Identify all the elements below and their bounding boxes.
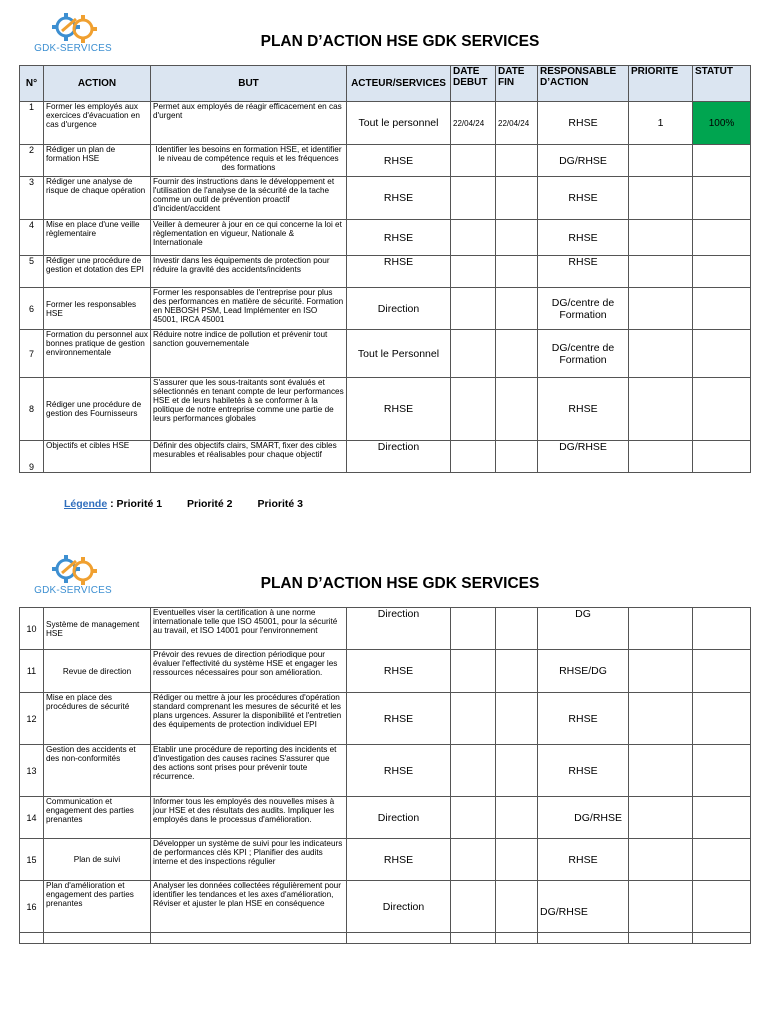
row-date-debut bbox=[451, 839, 496, 881]
row-date-fin bbox=[496, 288, 538, 330]
header-row bbox=[20, 66, 751, 102]
row-but: Informer tous les employés des nouvelles mises à jour HSE et des résultats des audits. Impliquer les employés dans le processus d'amélioration. bbox=[151, 797, 347, 839]
row-but: Identifier les besoins en formation HSE, et identifier le niveau de compétence requis et les fréquences des formations bbox=[151, 145, 347, 177]
row-action: Rédiger une procédure de gestion des Fournisseurs bbox=[44, 378, 151, 441]
row-num: 9 bbox=[20, 441, 44, 473]
table-row bbox=[20, 608, 751, 650]
row-acteur: RHSE bbox=[347, 145, 451, 177]
row-responsable: DG/centre de Formation bbox=[538, 330, 629, 378]
row-priorite bbox=[629, 441, 693, 473]
row-date-debut bbox=[451, 288, 496, 330]
row-action: Objectifs et cibles HSE bbox=[44, 441, 151, 473]
row-statut bbox=[693, 745, 751, 797]
row-responsable: RHSE bbox=[538, 177, 629, 220]
row-date-debut bbox=[451, 378, 496, 441]
row-priorite: 1 bbox=[629, 102, 693, 145]
row-date-fin bbox=[496, 608, 538, 650]
row-statut bbox=[693, 288, 751, 330]
row-action bbox=[44, 933, 151, 944]
row-but: Développer un système de suivi pour les indicateurs de performances clés KPI ; Planifier des audits interne et des inspections régulier bbox=[151, 839, 347, 881]
row-but: Analyser les données collectées régulièrement pour identifier les tendances et les axes d'amélioration, Réviser et ajuster le plan HSE en conséquence bbox=[151, 881, 347, 933]
row-action: Former les responsables HSE bbox=[44, 288, 151, 330]
row-date-fin: 22/04/24 bbox=[496, 102, 538, 145]
action-plan-table bbox=[19, 607, 751, 944]
row-priorite bbox=[629, 378, 693, 441]
legend-priority-1: Priorité 1 bbox=[116, 498, 163, 510]
row-statut bbox=[693, 220, 751, 256]
row-num: 11 bbox=[20, 650, 44, 693]
priority-legend bbox=[64, 498, 303, 510]
row-date-debut bbox=[451, 177, 496, 220]
table-row bbox=[20, 145, 751, 177]
table-row bbox=[20, 797, 751, 839]
row-date-debut bbox=[451, 650, 496, 693]
row-num: 16 bbox=[20, 881, 44, 933]
row-date-fin bbox=[496, 839, 538, 881]
row-num: 13 bbox=[20, 745, 44, 797]
row-statut bbox=[693, 256, 751, 288]
status-badge: 100% bbox=[693, 102, 751, 145]
table-row bbox=[20, 693, 751, 745]
header-date-debut: DATE DEBUT bbox=[451, 66, 496, 102]
row-action: Communication et engagement des parties prenantes bbox=[44, 797, 151, 839]
row-priorite bbox=[629, 608, 693, 650]
row-but: Rédiger ou mettre à jour les procédures d'opération standard comprenant les mesures de sécurité et les plans urgences. Assurer la disponibilité et l'entretien des équipements de protection individuel EPI bbox=[151, 693, 347, 745]
table-row bbox=[20, 441, 751, 473]
row-date-debut bbox=[451, 330, 496, 378]
row-statut bbox=[693, 608, 751, 650]
row-action: Système de management HSE bbox=[44, 608, 151, 650]
row-action: Plan d'amélioration et engagement des parties prenantes bbox=[44, 881, 151, 933]
row-acteur: Tout le Personnel bbox=[347, 330, 451, 378]
row-responsable: DG/centre de Formation bbox=[538, 288, 629, 330]
row-statut bbox=[693, 650, 751, 693]
row-date-fin bbox=[496, 933, 538, 944]
logo-caption: GDK-SERVICES bbox=[34, 585, 112, 596]
row-priorite bbox=[629, 288, 693, 330]
row-date-fin bbox=[496, 797, 538, 839]
row-responsable: RHSE bbox=[538, 745, 629, 797]
row-num: 6 bbox=[20, 288, 44, 330]
row-date-fin bbox=[496, 330, 538, 378]
row-num: 12 bbox=[20, 693, 44, 745]
row-responsable: DG/RHSE bbox=[538, 881, 629, 933]
row-but: Permet aux employés de réagir efficacement en cas d'urgent bbox=[151, 102, 347, 145]
row-statut bbox=[693, 330, 751, 378]
header-statut: STATUT bbox=[693, 66, 751, 102]
row-date-fin bbox=[496, 693, 538, 745]
row-statut bbox=[693, 933, 751, 944]
table-row bbox=[20, 330, 751, 378]
row-date-fin bbox=[496, 745, 538, 797]
row-statut bbox=[693, 145, 751, 177]
header-but: BUT bbox=[151, 66, 347, 102]
row-priorite bbox=[629, 650, 693, 693]
row-acteur: RHSE bbox=[347, 745, 451, 797]
row-date-debut bbox=[451, 220, 496, 256]
row-acteur: Direction bbox=[347, 608, 451, 650]
row-num bbox=[20, 933, 44, 944]
legend-separator: : bbox=[107, 498, 117, 510]
row-acteur: RHSE bbox=[347, 650, 451, 693]
row-acteur: Direction bbox=[347, 797, 451, 839]
row-num: 10 bbox=[20, 608, 44, 650]
row-date-debut bbox=[451, 256, 496, 288]
row-priorite bbox=[629, 145, 693, 177]
gear-logo-icon bbox=[28, 10, 118, 44]
row-acteur bbox=[347, 933, 451, 944]
table-row bbox=[20, 745, 751, 797]
table-row bbox=[20, 177, 751, 220]
company-logo bbox=[28, 10, 118, 56]
page-title: PLAN D’ACTION HSE GDK SERVICES bbox=[260, 575, 540, 592]
row-date-debut bbox=[451, 145, 496, 177]
row-date-fin bbox=[496, 441, 538, 473]
legend-label: Légende bbox=[64, 498, 108, 510]
row-but: Prévoir des revues de direction périodique pour évaluer l'effectivité du système HSE et engager les ressources nécessaires pour son amélioration. bbox=[151, 650, 347, 693]
row-statut bbox=[693, 441, 751, 473]
row-action: Formation du personnel aux bonnes pratique de gestion environnementale bbox=[44, 330, 151, 378]
row-action: Rédiger une procédure de gestion et dotation des EPI bbox=[44, 256, 151, 288]
row-action: Rédiger une analyse de risque de chaque opération bbox=[44, 177, 151, 220]
table-row bbox=[20, 102, 751, 145]
row-but: Veiller à demeurer à jour en ce qui concerne la loi et règlementation en vigueur, Nationale & Internationale bbox=[151, 220, 347, 256]
header-responsable: RESPONSABLE D’ACTION bbox=[538, 66, 629, 102]
row-date-fin bbox=[496, 177, 538, 220]
row-responsable: RHSE/DG bbox=[538, 650, 629, 693]
table-row bbox=[20, 256, 751, 288]
row-action: Rédiger un plan de formation HSE bbox=[44, 145, 151, 177]
row-responsable: RHSE bbox=[538, 839, 629, 881]
row-statut bbox=[693, 378, 751, 441]
row-statut bbox=[693, 797, 751, 839]
row-num: 2 bbox=[20, 145, 44, 177]
table-row bbox=[20, 220, 751, 256]
table-row bbox=[20, 839, 751, 881]
legend-priority-2: Priorité 2 bbox=[186, 498, 233, 510]
row-responsable: RHSE bbox=[538, 378, 629, 441]
row-statut bbox=[693, 693, 751, 745]
row-priorite bbox=[629, 881, 693, 933]
page-2 bbox=[0, 548, 768, 988]
row-priorite bbox=[629, 797, 693, 839]
table-row bbox=[20, 378, 751, 441]
row-but bbox=[151, 933, 347, 944]
row-responsable: RHSE bbox=[538, 693, 629, 745]
row-date-debut bbox=[451, 693, 496, 745]
row-date-debut bbox=[451, 933, 496, 944]
row-acteur: RHSE bbox=[347, 839, 451, 881]
action-plan-table bbox=[19, 65, 751, 473]
page-title: PLAN D’ACTION HSE GDK SERVICES bbox=[260, 33, 540, 50]
row-statut bbox=[693, 839, 751, 881]
row-responsable: DG/RHSE bbox=[538, 441, 629, 473]
row-action: Mise en place d'une veille règlementaire bbox=[44, 220, 151, 256]
header-num: N° bbox=[20, 66, 44, 102]
row-date-debut bbox=[451, 745, 496, 797]
header-priorite: PRIORITE bbox=[629, 66, 693, 102]
row-num: 1 bbox=[20, 102, 44, 145]
row-priorite bbox=[629, 330, 693, 378]
row-responsable: DG/RHSE bbox=[538, 145, 629, 177]
table-row bbox=[20, 881, 751, 933]
row-statut bbox=[693, 881, 751, 933]
row-date-fin bbox=[496, 881, 538, 933]
row-priorite bbox=[629, 220, 693, 256]
row-num: 15 bbox=[20, 839, 44, 881]
row-num: 8 bbox=[20, 378, 44, 441]
row-responsable: RHSE bbox=[538, 220, 629, 256]
row-but: Investir dans les équipements de protection pour réduire la gravité des accidents/incidents bbox=[151, 256, 347, 288]
logo-caption: GDK-SERVICES bbox=[34, 43, 112, 54]
row-num: 3 bbox=[20, 177, 44, 220]
legend-priority-3: Priorité 3 bbox=[257, 498, 303, 510]
row-priorite bbox=[629, 839, 693, 881]
row-but: Définir des objectifs clairs, SMART, fixer des cibles mesurables et réalisables pour chaque objectif bbox=[151, 441, 347, 473]
row-date-fin bbox=[496, 378, 538, 441]
row-action: Mise en place des procédures de sécurité bbox=[44, 693, 151, 745]
page-1 bbox=[0, 0, 768, 480]
row-responsable: DG/RHSE bbox=[538, 797, 629, 839]
row-acteur: Tout le personnel bbox=[347, 102, 451, 145]
row-action: Plan de suivi bbox=[44, 839, 151, 881]
row-responsable: DG bbox=[538, 608, 629, 650]
row-but: Former les responsables de l'entreprise pour plus des performances en matière de sécurité. Formation en NEBOSH PSM, Lead Implémenter en ISO 45001, IRCA 45001 bbox=[151, 288, 347, 330]
row-num: 7 bbox=[20, 330, 44, 378]
row-priorite bbox=[629, 256, 693, 288]
row-date-debut bbox=[451, 608, 496, 650]
row-acteur: RHSE bbox=[347, 256, 451, 288]
row-priorite bbox=[629, 693, 693, 745]
row-responsable: RHSE bbox=[538, 256, 629, 288]
row-acteur: RHSE bbox=[347, 693, 451, 745]
row-num: 14 bbox=[20, 797, 44, 839]
header-action: ACTION bbox=[44, 66, 151, 102]
header-acteur: ACTEUR/SERVICES bbox=[347, 66, 451, 102]
row-date-debut bbox=[451, 881, 496, 933]
row-acteur: RHSE bbox=[347, 378, 451, 441]
row-but: S'assurer que les sous-traitants sont évalués et sélectionnés en tenant compte de leur performances HSE et de leurs habiletés à se conformer à la politique de notre entreprise comme une partie de leurs performances globales bbox=[151, 378, 347, 441]
row-but: Eventuelles viser la certification à une norme internationale telle que ISO 45001, pour la sécurité au travail, et ISO 14001 pour l'environnement bbox=[151, 608, 347, 650]
row-date-fin bbox=[496, 220, 538, 256]
header-date-fin: DATE FIN bbox=[496, 66, 538, 102]
company-logo bbox=[28, 552, 118, 598]
row-priorite bbox=[629, 745, 693, 797]
row-acteur: RHSE bbox=[347, 177, 451, 220]
row-action: Gestion des accidents et des non-conformités bbox=[44, 745, 151, 797]
row-but: Etablir une procédure de reporting des incidents et d'investigation des causes racines S'assurer que des actions sont prises pour prévenir toute récurrence. bbox=[151, 745, 347, 797]
row-statut bbox=[693, 177, 751, 220]
row-date-debut: 22/04/24 bbox=[451, 102, 496, 145]
row-num: 4 bbox=[20, 220, 44, 256]
row-acteur: Direction bbox=[347, 288, 451, 330]
row-action: Revue de direction bbox=[44, 650, 151, 693]
row-date-fin bbox=[496, 145, 538, 177]
row-date-fin bbox=[496, 256, 538, 288]
row-date-debut bbox=[451, 797, 496, 839]
row-priorite bbox=[629, 933, 693, 944]
row-action: Former les employés aux exercices d'évacuation en cas d'urgence bbox=[44, 102, 151, 145]
table-row bbox=[20, 650, 751, 693]
row-acteur: Direction bbox=[347, 881, 451, 933]
row-num: 5 bbox=[20, 256, 44, 288]
row-acteur: RHSE bbox=[347, 220, 451, 256]
row-date-debut bbox=[451, 441, 496, 473]
row-responsable: RHSE bbox=[538, 102, 629, 145]
gear-logo-icon bbox=[28, 552, 118, 586]
row-acteur: Direction bbox=[347, 441, 451, 473]
row-priorite bbox=[629, 177, 693, 220]
row-date-fin bbox=[496, 650, 538, 693]
row-but: Fournir des instructions dans le développement et l'utilisation de l'analyse de la sécurité de la tache comme un outil de prévention proactif d'incident/accident bbox=[151, 177, 347, 220]
row-responsable bbox=[538, 933, 629, 944]
row-but: Réduire notre indice de pollution et prévenir tout sanction gouvernementale bbox=[151, 330, 347, 378]
table-row bbox=[20, 288, 751, 330]
table-row bbox=[20, 933, 751, 944]
